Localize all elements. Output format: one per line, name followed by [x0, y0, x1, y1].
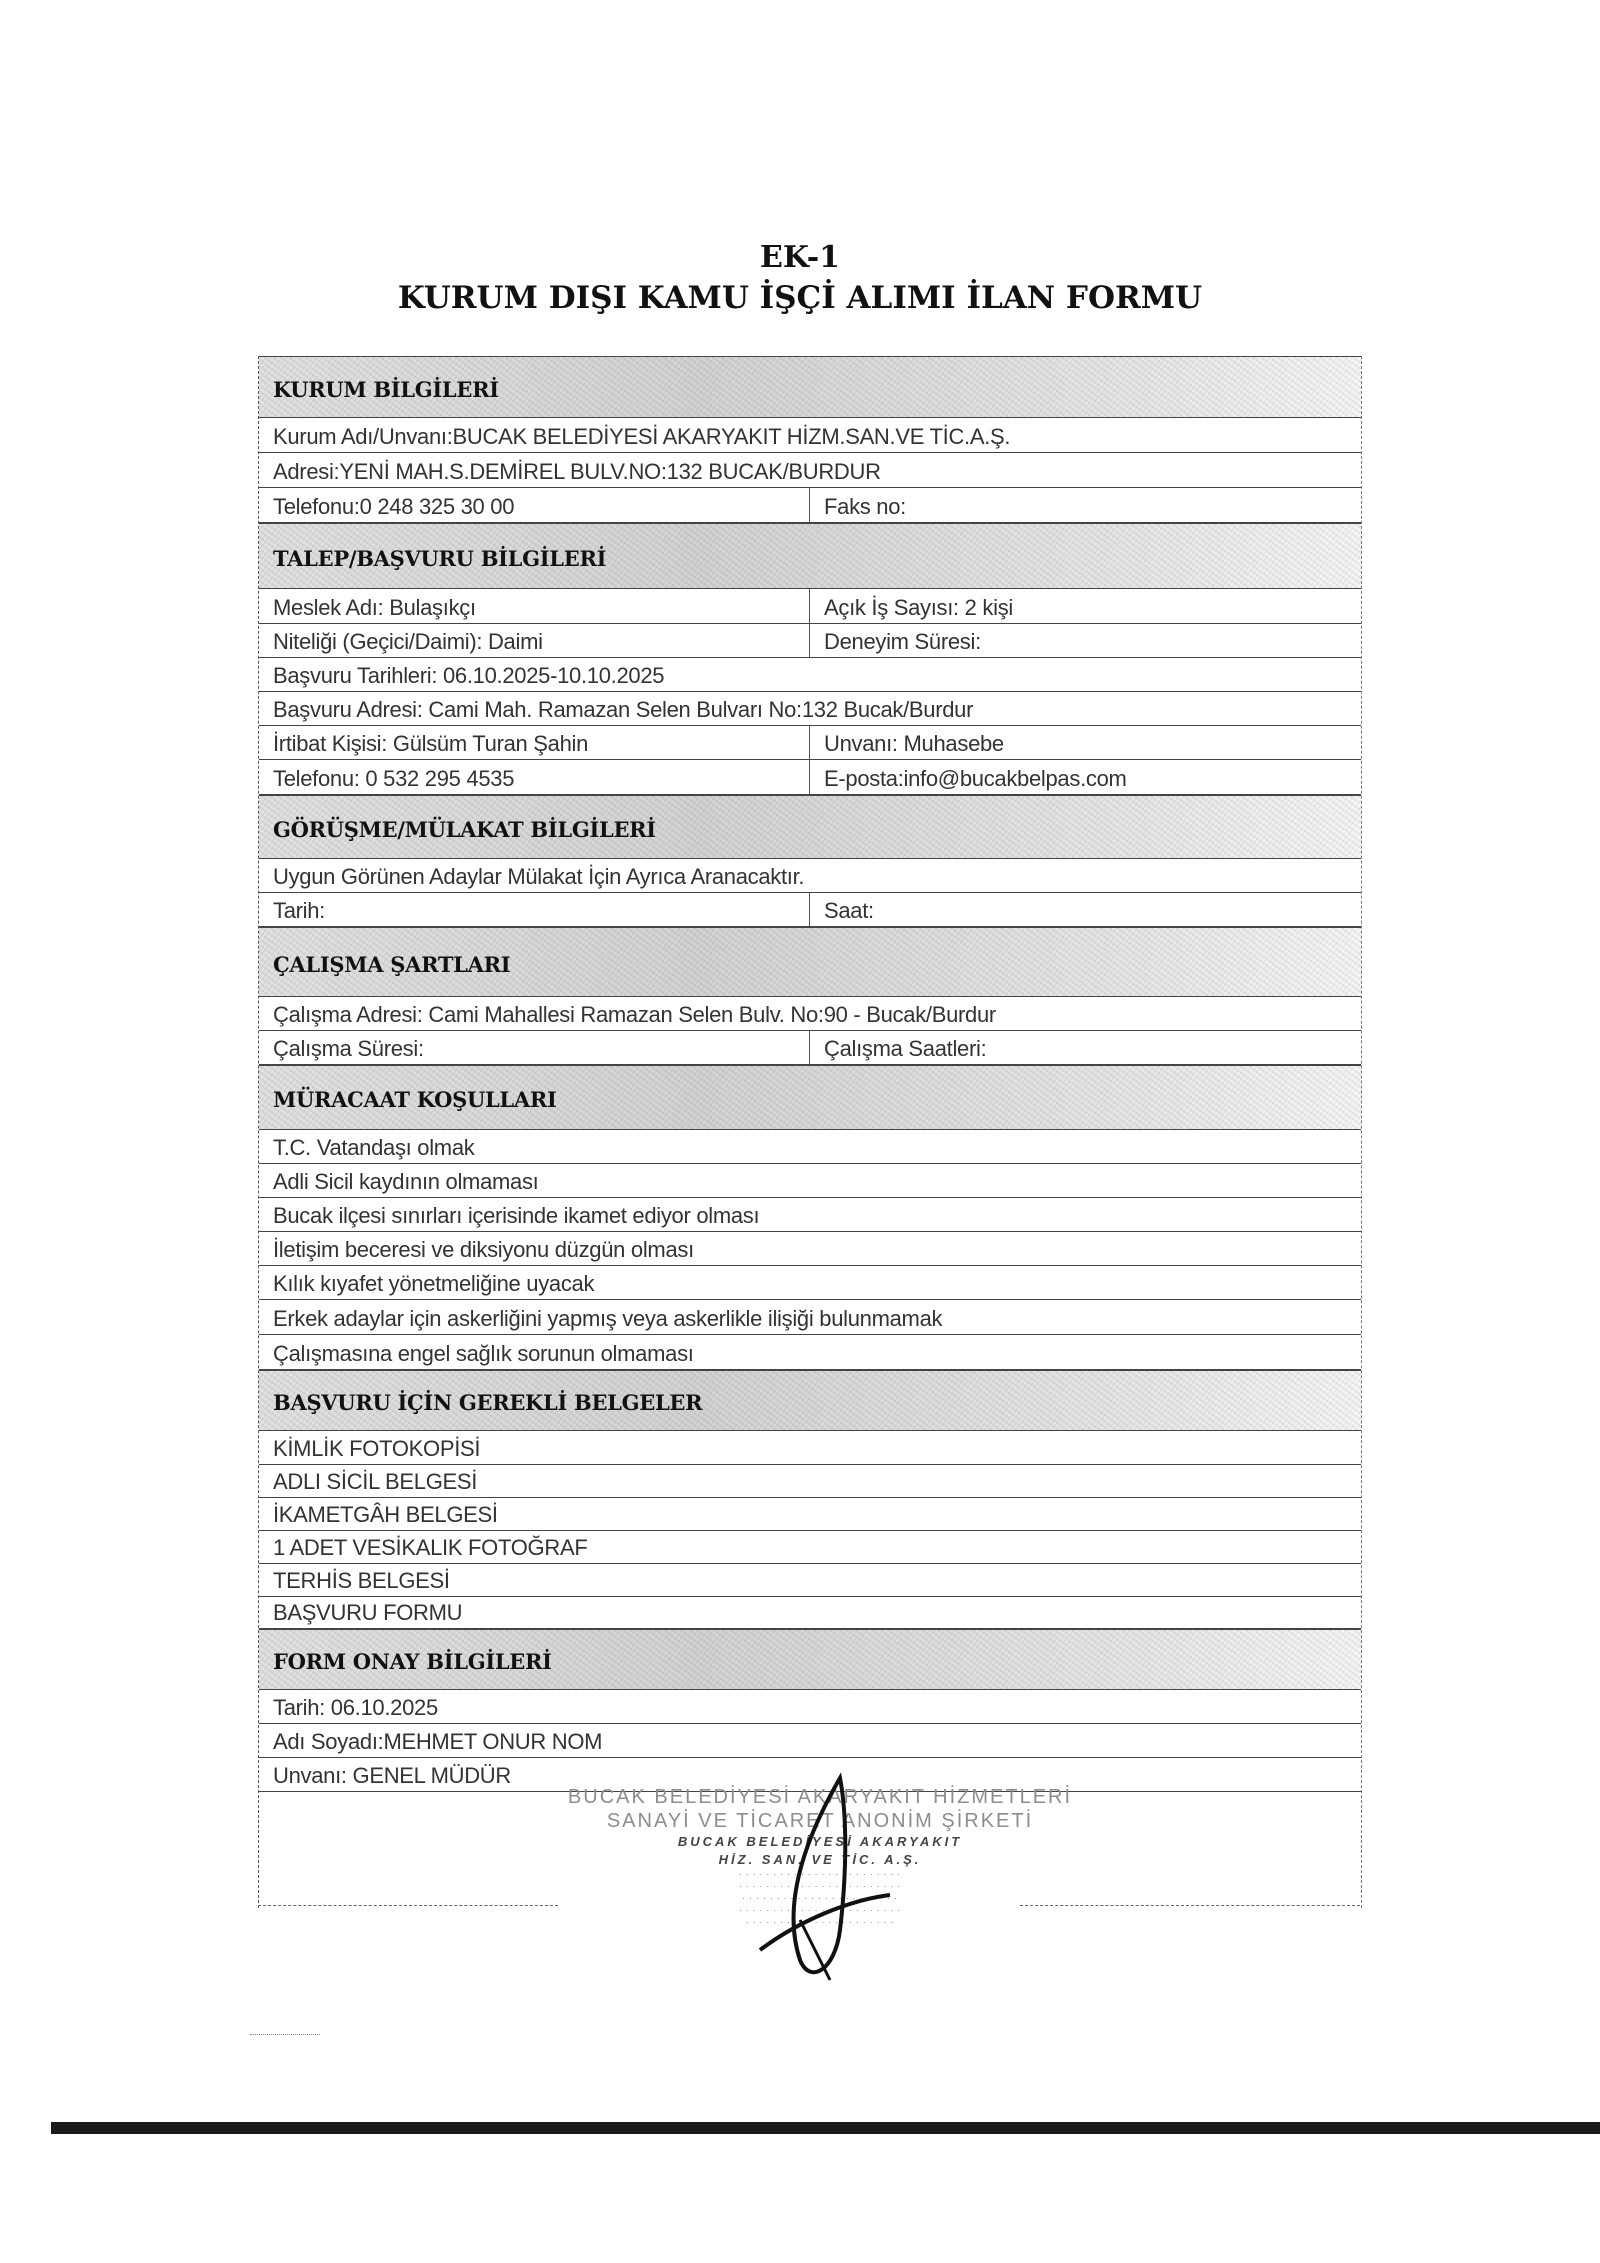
document-text: BAŞVURU FORMU [273, 1600, 463, 1625]
section-title: KURUM BİLGİLERİ [273, 376, 499, 402]
list-item [259, 1597, 1361, 1629]
field-basvuru-adresi [259, 692, 1361, 726]
section-title: BAŞVURU İÇİN GEREKLİ BELGELER [273, 1390, 703, 1415]
document-text: TERHİS BELGESİ [273, 1568, 450, 1593]
field-unvan: Unvanı: Muhasebe [809, 726, 1359, 759]
field-basvuru-tarihleri [259, 658, 1361, 692]
section-header-muracaat [259, 1065, 1361, 1130]
field-tarih-saat [259, 893, 1361, 927]
field-acik-is: Açık İş Sayısı: 2 kişi [809, 589, 1359, 623]
list-item [259, 1564, 1361, 1597]
field-gorusme-not [259, 859, 1361, 893]
field-deneyim: Deneyim Süresi: [809, 624, 1359, 657]
section-header-onay [259, 1629, 1361, 1690]
condition-text: Adli Sicil kaydının olmaması [273, 1169, 539, 1194]
scan-edge-bar [51, 2122, 1600, 2134]
field-calisma-adresi [259, 997, 1361, 1031]
section-header-gorusme [259, 795, 1361, 859]
field-kurum-adi [259, 418, 1361, 453]
section-header-talep [259, 523, 1361, 589]
field-meslek-acik-is [259, 589, 1361, 624]
condition-text: Bucak ilçesi sınırları içerisinde ikamet ediyor olması [273, 1203, 760, 1228]
document-text: İKAMETGÂH BELGESİ [273, 1502, 498, 1527]
field-text: Adı Soyadı:MEHMET ONUR NOM [273, 1729, 603, 1754]
section-title: FORM ONAY BİLGİLERİ [273, 1649, 552, 1674]
document-text: 1 ADET VESİKALIK FOTOĞRAF [273, 1535, 588, 1560]
stamp-line: SANAYİ VE TİCARET ANONİM ŞİRKETİ [606, 1810, 1034, 1832]
field-telefon-eposta [259, 760, 1361, 795]
field-text: Uygun Görünen Adaylar Mülakat İçin Ayrıca Aranacaktır. [273, 864, 805, 889]
list-item [259, 1531, 1361, 1564]
condition-text: Kılık kıyafet yönetmeliğine uyacak [273, 1271, 595, 1296]
field-onay-tarih [259, 1690, 1361, 1724]
job-posting-form [258, 356, 1362, 1908]
list-item [259, 1130, 1361, 1164]
field-text: Tarih: 06.10.2025 [273, 1695, 438, 1720]
list-item [259, 1335, 1361, 1370]
field-nitelik-deneyim [259, 624, 1361, 658]
stamp-fine-print: · · · · · · · · · · · · · · · · · · · · · · · · [738, 1870, 902, 1879]
field-calisma-sure-saat [259, 1031, 1361, 1065]
section-title: GÖRÜŞME/MÜLAKAT BİLGİLERİ [273, 816, 656, 842]
section-title: MÜRACAAT KOŞULLARI [273, 1087, 557, 1112]
list-item [259, 1266, 1361, 1300]
field-kurum-adres [259, 453, 1361, 488]
field-text: Çalışma Adresi: Cami Mahallesi Ramazan Selen Bulv. No:90 - Bucak/Burdur [273, 1002, 996, 1027]
field-text: Başvuru Tarihleri: 06.10.2025-10.10.2025 [273, 663, 665, 688]
divider [1020, 1905, 1360, 1906]
field-onay-adi-soyadi [259, 1724, 1361, 1758]
field-eposta: E-posta:info@bucakbelpas.com [809, 760, 1359, 794]
section-header-belgeler [259, 1370, 1361, 1431]
list-item [259, 1465, 1361, 1498]
stamp-line: BUCAK BELEDİYESİ AKARYAKIT [677, 1834, 963, 1849]
field-saatler: Çalışma Saatleri: [809, 1031, 1359, 1064]
signature [740, 1770, 900, 1990]
field-text: Unvanı: GENEL MÜDÜR [273, 1763, 511, 1788]
field-tarih: Tarih: [273, 898, 325, 923]
section-title: ÇALIŞMA ŞARTLARI [273, 951, 511, 977]
field-irtibat-unvan [259, 726, 1361, 760]
list-item [259, 1300, 1361, 1335]
divider [258, 1905, 558, 1906]
stamp-fine-print: · · · · · · · · · · · · · · · · · · · · · · · · [738, 1906, 902, 1915]
field-text: Adresi:YENİ MAH.S.DEMİREL BULV.NO:132 BUCAK/BURDUR [273, 459, 881, 484]
section-header-calisma [259, 927, 1361, 997]
list-item [259, 1232, 1361, 1266]
condition-text: Çalışmasına engel sağlık sorunun olmaması [273, 1341, 694, 1366]
field-niteligi: Niteliği (Geçici/Daimi): Daimi [273, 629, 543, 654]
field-text: Kurum Adı/Unvanı:BUCAK BELEDİYESİ AKARYAKIT HİZM.SAN.VE TİC.A.Ş. [273, 424, 1011, 449]
form-title: KURUM DIŞI KAMU İŞÇİ ALIMI İLAN FORMU [397, 280, 1203, 316]
stamp-fine-print: · · · · · · · · · · · · · · · · · · · · · · [745, 1918, 895, 1927]
condition-text: İletişim beceresi ve diksiyonu düzgün olması [273, 1237, 694, 1262]
stamp-fine-print: · · · · · · · · · · · · · · · · · · · · · · · · [738, 1882, 902, 1891]
list-item [259, 1198, 1361, 1232]
field-irtibat: İrtibat Kişisi: Gülsüm Turan Şahin [273, 731, 589, 756]
list-item [259, 1498, 1361, 1531]
stamp-line: BUCAK BELEDİYESİ AKARYAKIT HİZMETLERİ [567, 1786, 1073, 1808]
field-faks: Faks no: [809, 488, 1359, 522]
document-text: ADLI SİCİL BELGESİ [273, 1469, 478, 1494]
field-telefon: Telefonu:0 248 325 30 00 [273, 494, 515, 519]
section-header-kurum [259, 356, 1361, 418]
stamp-line: HİZ. SAN. VE TİC. A.Ş. [718, 1852, 922, 1867]
field-kurum-telefon-faks [259, 488, 1361, 523]
list-item [259, 1431, 1361, 1465]
field-meslek: Meslek Adı: Bulaşıkçı [273, 595, 476, 620]
field-telefon: Telefonu: 0 532 295 4535 [273, 766, 515, 791]
form-annex-label: EK-1 [759, 240, 841, 275]
condition-text: T.C. Vatandaşı olmak [273, 1135, 475, 1160]
field-text: Başvuru Adresi: Cami Mah. Ramazan Selen Bulvarı No:132 Bucak/Burdur [273, 697, 974, 722]
document-text: KİMLİK FOTOKOPİSİ [273, 1436, 481, 1461]
list-item [259, 1164, 1361, 1198]
stamp-fine-print: · · · · · · · · · · · · · · · · · · · · · · · [742, 1894, 898, 1903]
section-title: TALEP/BAŞVURU BİLGİLERİ [273, 545, 607, 571]
condition-text: Erkek adaylar için askerliğini yapmış veya askerlikle ilişiği bulunmamak [273, 1306, 943, 1331]
divider [250, 2034, 320, 2035]
field-saat: Saat: [809, 893, 1359, 926]
field-sure: Çalışma Süresi: [273, 1036, 424, 1061]
